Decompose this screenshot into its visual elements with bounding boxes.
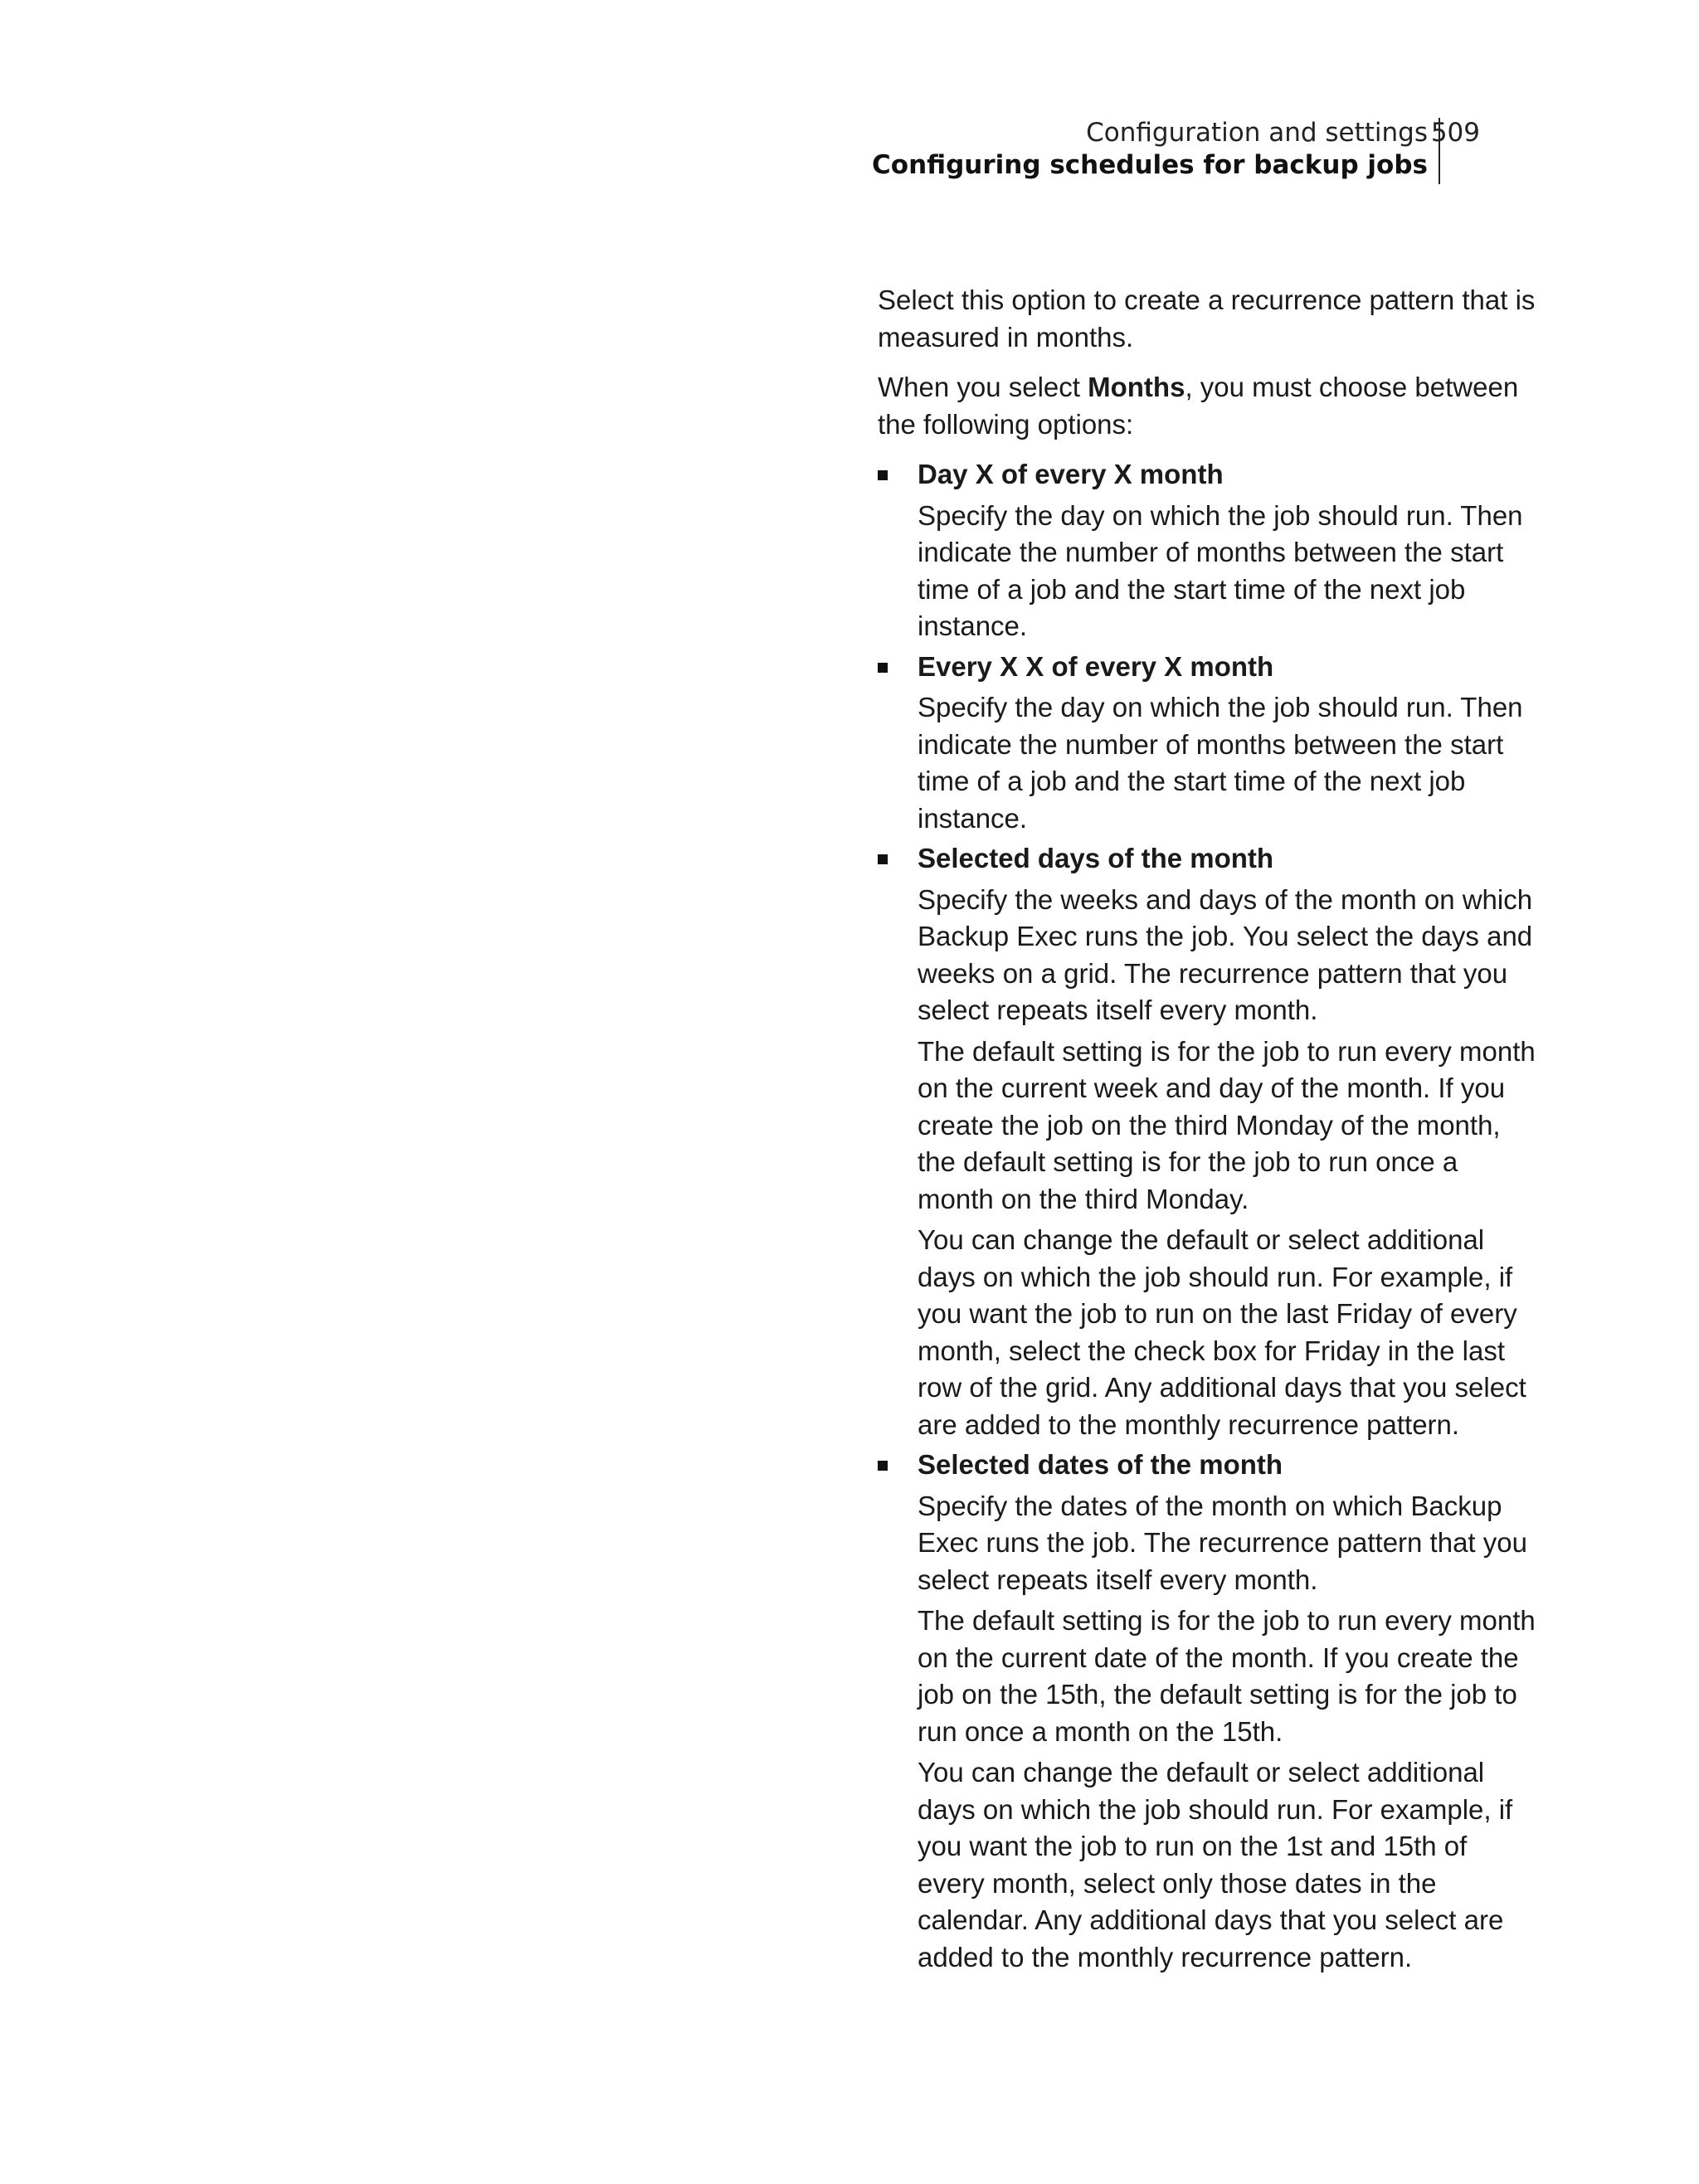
subsection-title: Configuring schedules for backup jobs <box>872 150 1428 180</box>
select-prefix: When you select <box>878 372 1088 402</box>
option-description: Specify the weeks and days of the month on which Backup Exec runs the job. You select the days and weeks on a grid. The recurrence pattern that you select repeats itself every month. <box>918 883 1533 1025</box>
option-default-setting: The default setting is for the job to run every month on the current date of the month. If you create the job on the 15th, the default setting is for the job to run once a month on the 15th. <box>918 1605 1536 1747</box>
page-number: 509 <box>1430 118 1480 148</box>
option-title: Selected dates of the month <box>918 1449 1283 1480</box>
list-item-selected-days-of-the-month <box>878 840 1541 1443</box>
option-title: Day X of every X month <box>918 459 1224 489</box>
list-item-every-x-x-of-every-x-month <box>878 649 1541 838</box>
square-bullet-icon <box>878 470 888 480</box>
option-change-default: You can change the default or select additional days on which the job should run. For example, if you want the job to run on the 1st and 15th of every month, select only those dates in the calendar. Any additional days that you select are added to the monthly recurrence pattern. <box>918 1757 1513 1972</box>
intro-paragraph: Select this option to create a recurrence pattern that is measured in months. <box>878 285 1536 353</box>
month-options-list <box>878 456 1541 1976</box>
option-description: Specify the day on which the job should run. Then indicate the number of months between the start time of a job and the start time of the next job instance. <box>918 499 1523 641</box>
option-default-setting: The default setting is for the job to run every month on the current week and day of the month. If you create the job on the third Monday of the month, the default setting is for the job to run once a month on the third Monday. <box>918 1035 1536 1214</box>
square-bullet-icon <box>878 854 888 864</box>
select-suffix: , you must choose between the following options: <box>878 372 1519 440</box>
square-bullet-icon <box>878 663 888 673</box>
select-months-paragraph <box>878 369 1541 443</box>
option-title: Selected days of the month <box>918 843 1274 873</box>
square-bullet-icon <box>878 1461 888 1471</box>
option-change-default: You can change the default or select additional days on which the job should run. For example, if you want the job to run on the last Friday of every month, select the check box for Friday in the last row of the grid. Any additional days that you select are added to the monthly recurrence pattern. <box>918 1224 1526 1440</box>
running-header <box>872 116 1428 181</box>
main-content <box>878 282 1541 1979</box>
months-term: Months <box>1088 372 1185 402</box>
section-title: Configuration and settings <box>1086 118 1428 148</box>
option-title: Every X X of every X month <box>918 650 1274 682</box>
option-description: Specify the dates of the month on which Backup Exec runs the job. The recurrence pattern that you select repeats itself every month. <box>918 1490 1527 1595</box>
list-item-selected-dates-of-the-month <box>878 1447 1541 1976</box>
option-description: Specify the day on which the job should run. Then indicate the number of months between the start time of a job and the start time of the next job instance. <box>918 692 1523 834</box>
list-item-day-x-of-every-x-month <box>878 456 1541 645</box>
